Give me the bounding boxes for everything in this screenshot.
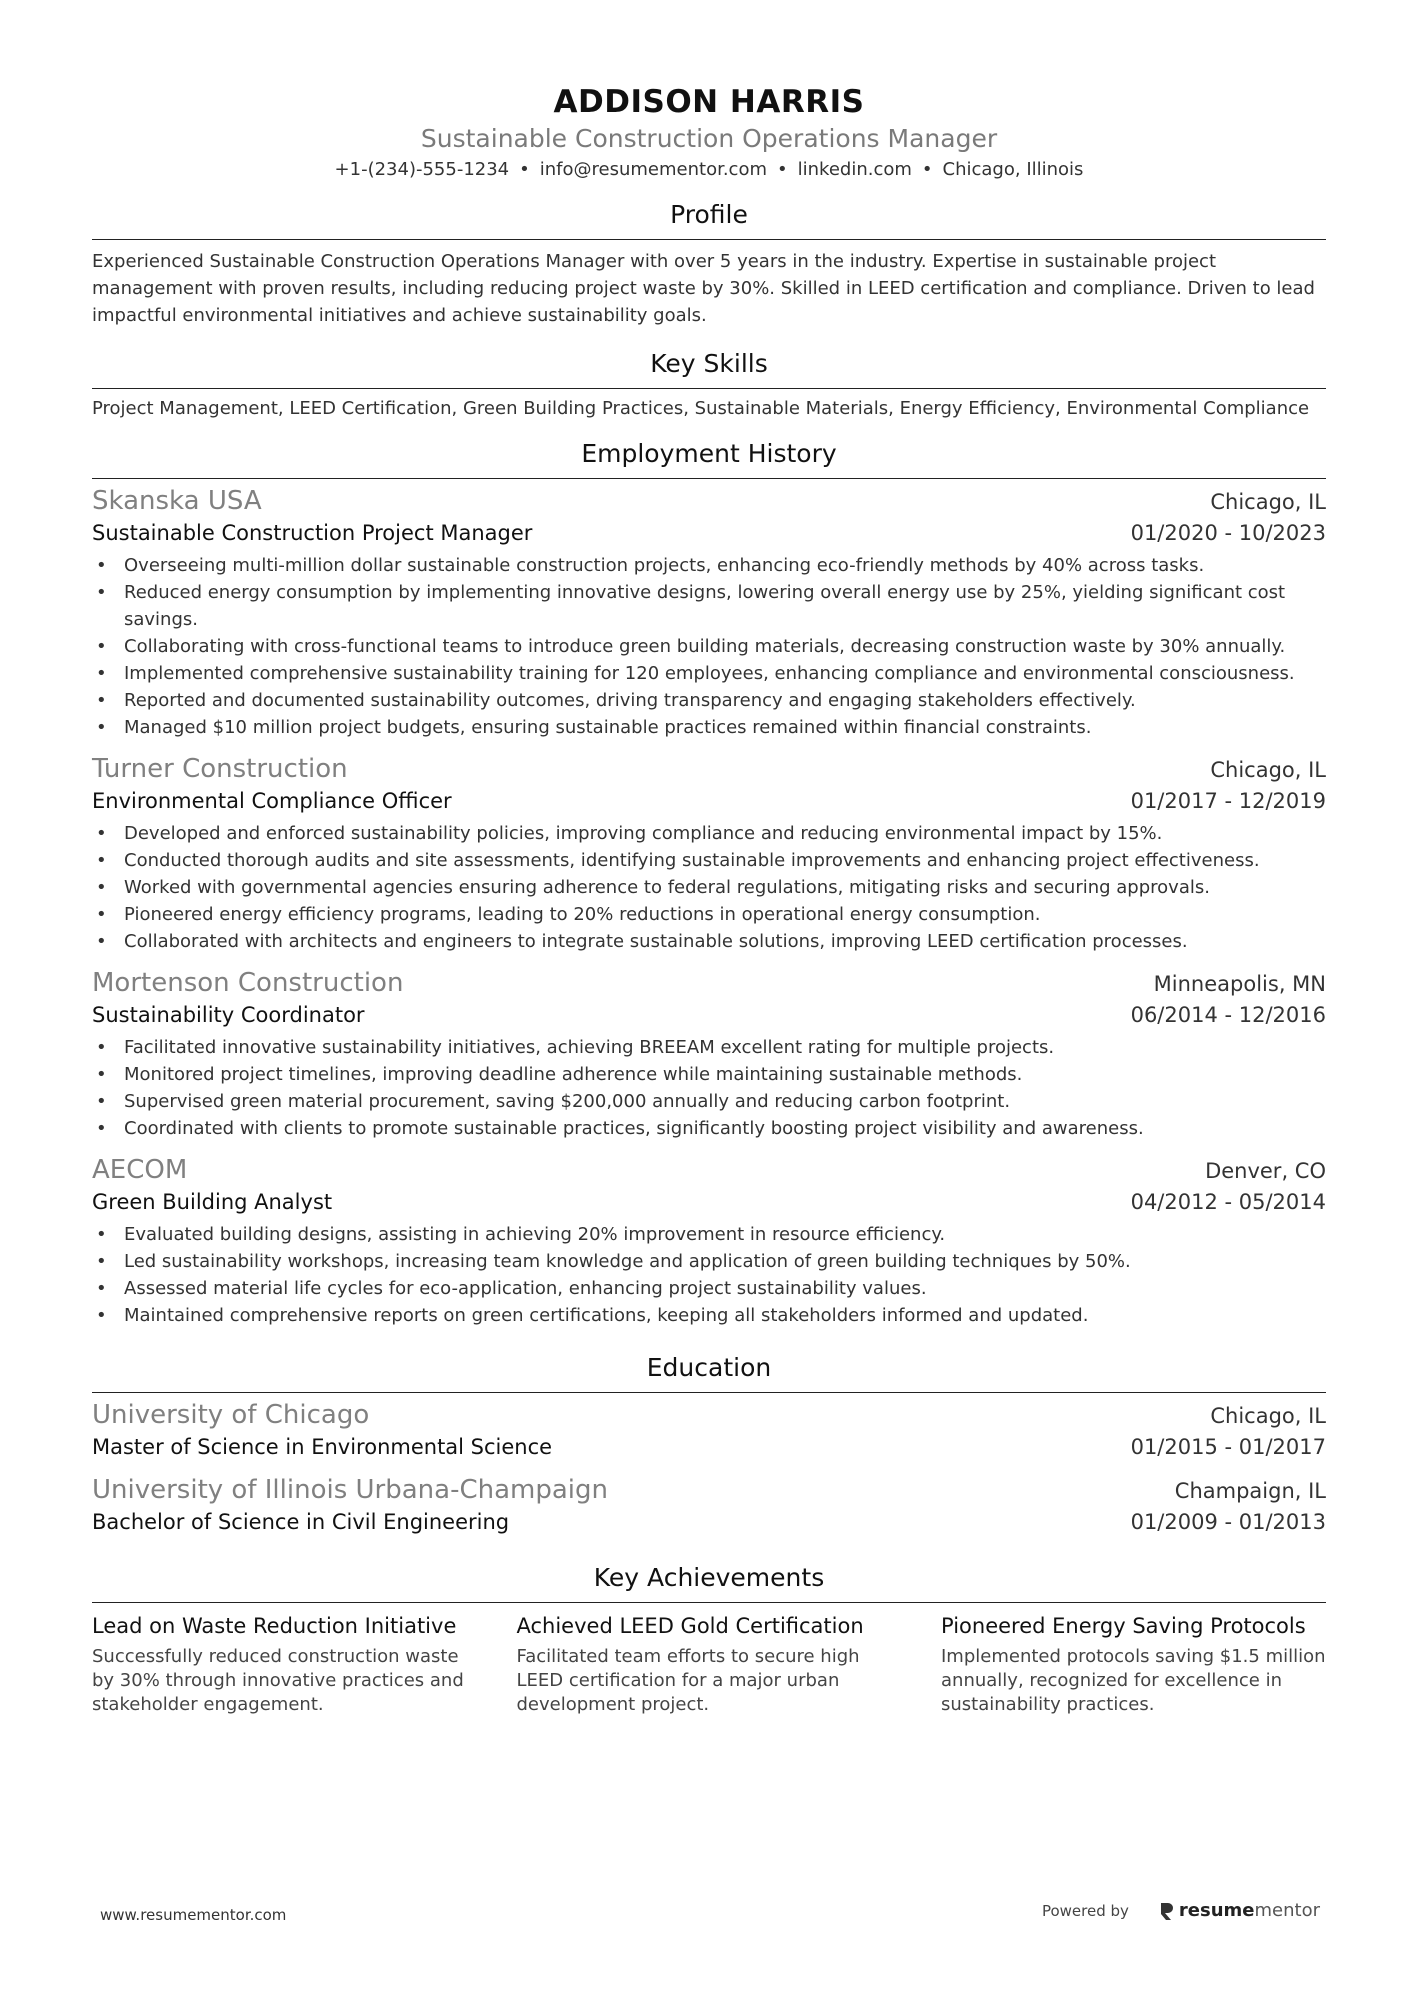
education-dates: 01/2015 - 01/2017 [1130,1435,1326,1459]
profile-section [92,200,1326,329]
resumementor-logo-icon [1159,1901,1175,1921]
contact-line [92,158,1326,182]
job-bullet: • Managed $10 million project budgets, ensuring sustainable practices remained within financial constraints. [92,714,1326,741]
job-dates: 01/2020 - 10/2023 [1130,521,1326,545]
skills-text: Project Management, LEED Certification, Green Building Practices, Sustainable Materials, Energy Efficiency, Environmental Compliance [92,398,1310,419]
job-bullet: • Collaborating with cross-functional teams to introduce green building materials, decreasing construction waste by 30% annually. [92,633,1326,660]
job-dates: 04/2012 - 05/2014 [1130,1190,1326,1214]
job-bullet: • Conducted thorough audits and site assessments, identifying sustainable improvements and enhancing project effectiveness. [92,847,1326,874]
section-heading-skills: Key Skills [92,349,1326,389]
education-school: University of Illinois Urbana-Champaign [92,1475,608,1505]
job-bullets [92,820,1326,955]
job-role: Green Building Analyst [92,1190,333,1214]
separator-dot: • [777,159,788,180]
job-entry [92,1154,1326,1329]
education-school: University of Chicago [92,1400,370,1430]
job-bullet: • Monitored project timelines, improving deadline adherence while maintaining sustainable methods. [92,1061,1326,1088]
section-heading-profile: Profile [92,200,1326,240]
education-section [92,1353,1326,1537]
profile-text: Experienced Sustainable Construction Operations Manager with over 5 years in the industry. Expertise in sustainable project management with proven results, including reducing project waste by 30%. Skilled in LEED certification and compliance. Driven to lead impactful environmental initiatives and achieve sustainability goals. [92,251,1315,326]
candidate-title: Sustainable Construction Operations Manager [420,124,998,153]
separator-dot: • [921,159,933,180]
job-company: AECOM [92,1155,188,1185]
contact-linkedin[interactable]: linkedin.com [797,159,912,180]
footer-powered-by [1042,1900,1320,1921]
job-bullet: • Assessed material life cycles for eco-application, enhancing project sustainability values. [92,1275,1326,1302]
job-dates: 01/2017 - 12/2019 [1130,789,1326,813]
education-entry [92,1399,1326,1462]
job-bullet: • Reported and documented sustainability outcomes, driving transparency and engaging stakeholders effectively. [92,687,1326,714]
achievement-item [517,1611,902,1717]
skills-section [92,349,1326,421]
job-bullet: • Evaluated building designs, assisting in achieving 20% improvement in resource efficiency. [92,1221,1326,1248]
employment-section [92,439,1326,1329]
achievements-grid [92,1611,1326,1717]
section-heading-education: Education [92,1353,1326,1393]
brand-name-part1: resume [1178,1900,1255,1921]
education-dates: 01/2009 - 01/2013 [1130,1510,1326,1534]
achievement-text: Facilitated team efforts to secure high LEED certification for a major urban development project. [516,1646,860,1715]
job-bullet: • Implemented comprehensive sustainability training for 120 employees, enhancing compliance and environmental consciousness. [92,660,1326,687]
job-bullet: • Reduced energy consumption by implementing innovative designs, lowering overall energy use by 25%, yielding significant cost savings. [92,579,1326,633]
education-entry [92,1474,1326,1537]
contact-location: Chicago, Illinois [942,159,1084,180]
job-entry [92,753,1326,955]
job-role: Environmental Compliance Officer [92,789,452,813]
achievement-title: Lead on Waste Reduction Initiative [92,1614,457,1638]
job-company: Mortenson Construction [92,968,404,998]
job-bullet: • Supervised green material procurement, saving $200,000 annually and reducing carbon footprint. [92,1088,1326,1115]
education-location: Champaign, IL [1174,1479,1326,1503]
job-bullet: • Collaborated with architects and engineers to integrate sustainable solutions, improving LEED certification processes. [92,928,1326,955]
job-company: Turner Construction [92,754,348,784]
achievement-text: Implemented protocols saving $1.5 million annually, recognized for excellence in sustainability practices. [941,1646,1326,1715]
job-company: Skanska USA [92,486,262,516]
job-dates: 06/2014 - 12/2016 [1130,1003,1326,1027]
section-heading-employment: Employment History [92,439,1326,479]
job-bullet: • Maintained comprehensive reports on green certifications, keeping all stakeholders informed and updated. [92,1302,1326,1329]
resume-page [92,0,1326,1717]
education-degree: Master of Science in Environmental Science [92,1435,553,1459]
job-entry [92,967,1326,1142]
achievement-item [92,1611,477,1717]
job-entry [92,485,1326,741]
contact-phone: +1-(234)-555-1234 [334,159,510,180]
job-location: Minneapolis, MN [1153,972,1326,996]
achievement-title: Achieved LEED Gold Certification [516,1614,864,1638]
footer-website[interactable]: www.resumementor.com [100,1906,287,1924]
job-role: Sustainable Construction Project Manager [92,521,533,545]
job-bullets [92,1221,1326,1329]
achievement-title: Pioneered Energy Saving Protocols [941,1614,1306,1638]
job-bullets [92,1034,1326,1142]
achievement-text: Successfully reduced construction waste by 30% through innovative practices and stakeholder engagement. [92,1646,464,1715]
job-location: Chicago, IL [1210,490,1326,514]
job-role: Sustainability Coordinator [92,1003,365,1027]
job-bullet: • Worked with governmental agencies ensuring adherence to federal regulations, mitigating risks and securing approvals. [92,874,1326,901]
achievements-section [92,1563,1326,1717]
job-location: Chicago, IL [1210,758,1326,782]
job-bullet: • Facilitated innovative sustainability initiatives, achieving BREEAM excellent rating for multiple projects. [92,1034,1326,1061]
job-bullet: • Overseeing multi-million dollar sustainable construction projects, enhancing eco-friendly methods by 40% across tasks. [92,552,1326,579]
education-location: Chicago, IL [1210,1404,1326,1428]
job-bullet: • Coordinated with clients to promote sustainable practices, significantly boosting project visibility and awareness. [92,1115,1326,1142]
job-bullet: • Led sustainability workshops, increasing team knowledge and application of green building techniques by 50%. [92,1248,1326,1275]
job-bullets [92,552,1326,741]
brand-logo[interactable] [1159,1900,1320,1921]
brand-name-part2: mentor [1254,1900,1320,1921]
job-bullet: • Developed and enforced sustainability policies, improving compliance and reducing environmental impact by 15%. [92,820,1326,847]
job-location: Denver, CO [1205,1159,1326,1183]
separator-dot: • [519,159,530,180]
candidate-name: ADDISON HARRIS [553,84,865,120]
education-degree: Bachelor of Science in Civil Engineering [92,1510,510,1534]
contact-email[interactable]: info@resumementor.com [539,159,767,180]
section-heading-achievements: Key Achievements [92,1563,1326,1603]
achievement-item [941,1611,1326,1717]
job-bullet: • Pioneered energy efficiency programs, leading to 20% reductions in operational energy consumption. [92,901,1326,928]
powered-by-label: Powered by [1041,1901,1129,1920]
